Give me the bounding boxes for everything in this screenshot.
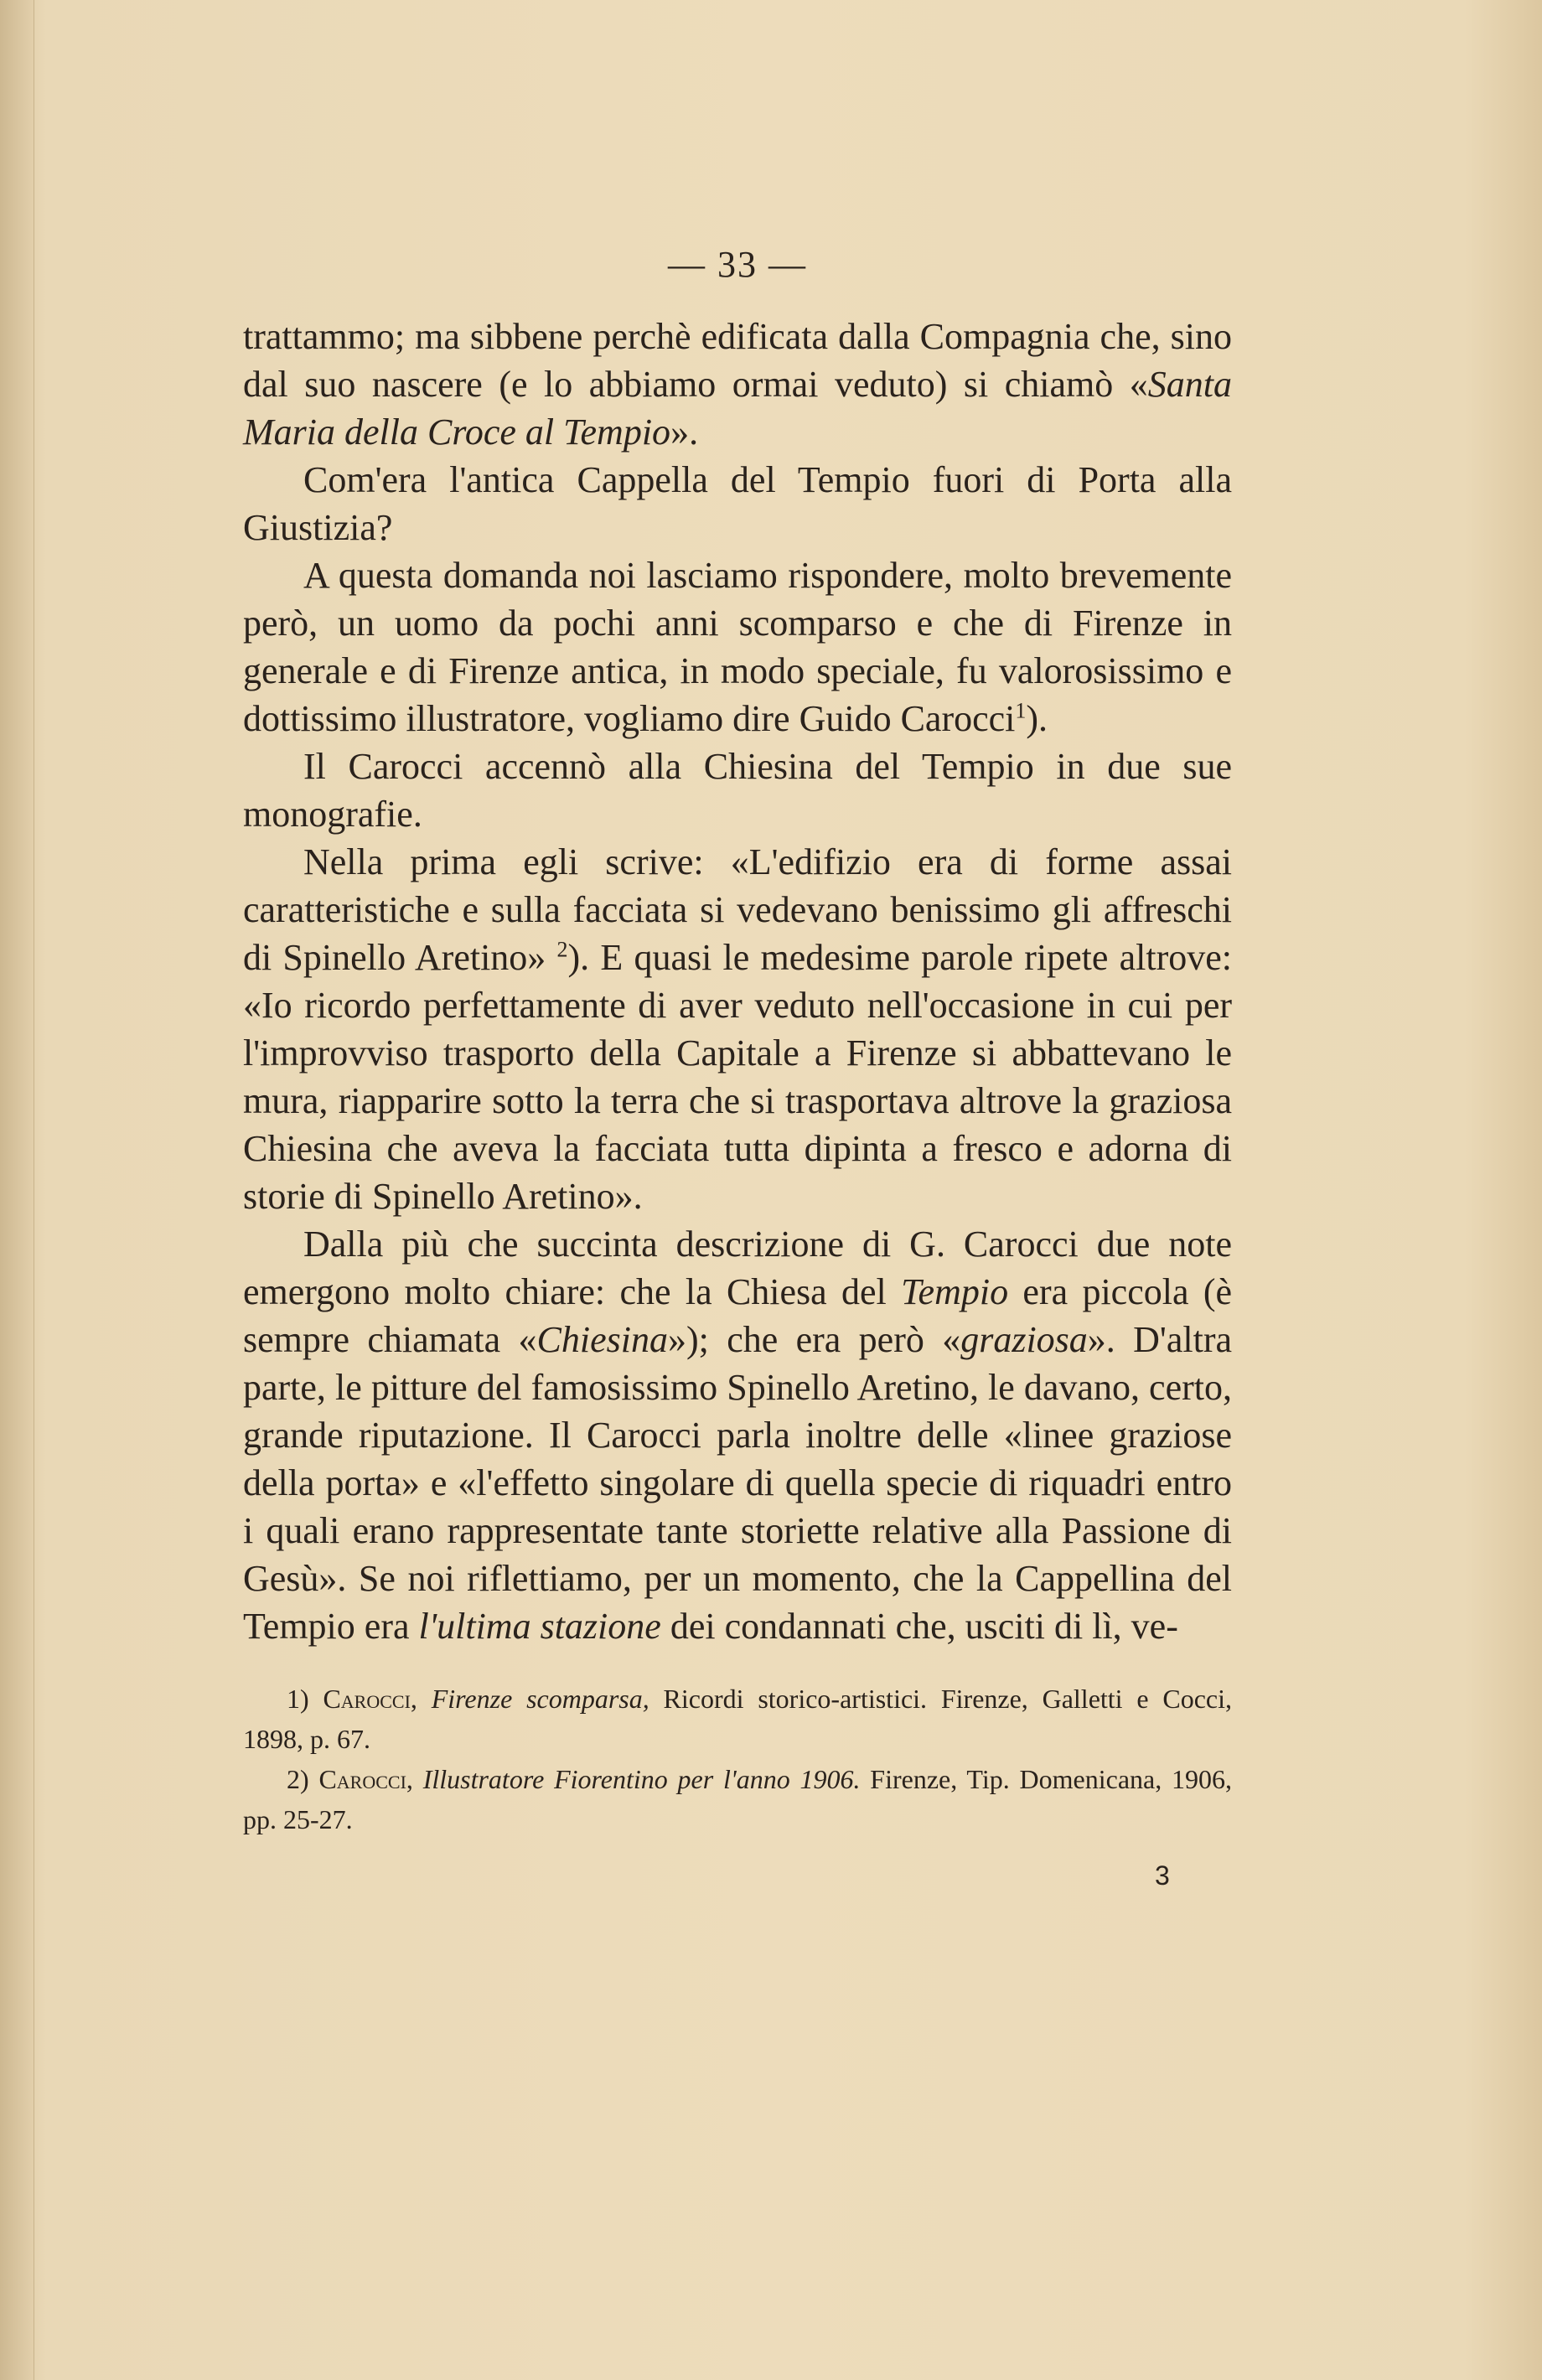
text-run: »); che era però « [668, 1319, 961, 1360]
paragraph-5 [243, 838, 1232, 1220]
footnote-1-rest: Ricordi storico-artistici. Firenze, Galletti e Cocci, 1898, p. 67. [243, 1684, 1232, 1754]
italic-run: Chiesina [536, 1319, 668, 1360]
footnote-2-rest: Firenze, Tip. Domenicana, 1906, pp. 25-27. [243, 1764, 1232, 1834]
text-run: trattammo; ma sibbene perchè edificata dalla Compagnia che, sino dal suo nascere (e lo abbiamo ormai veduto) si chiamò « [243, 316, 1232, 405]
paragraph-5-tail: ). E quasi le medesime parole ripete altrove: «Io ricordo perfettamente di aver veduto nell'occasione in cui per l'improvviso trasporto della Capitale a Firenze si abbattevano le mura, riapparire sotto la terra che si trasportava altrove la graziosa Chiesina che aveva la facciata tutta dipinta a fresco e adorna di storie di Spinello Aretino». [243, 937, 1232, 1217]
footnote-1-title: Firenze scomparsa, [431, 1684, 649, 1714]
text-run: ». [670, 411, 699, 453]
text-run: ». D'altra parte, le pitture del famosissimo Spinello Aretino, le davano, certo, grande riputazione. Il Carocci parla inoltre delle «linee graziose della porta» e «l'effetto singolare di quella specie di riquadri entro i quali erano rappresentate tante storiette relative alla Passione di Gesù». Se noi riflettiamo, per un momento, che la Cappellina del Tempio era [243, 1319, 1233, 1647]
footnotes [243, 1679, 1232, 1839]
footnote-ref-2: 2 [556, 937, 568, 962]
footnote-ref-1: 1 [1015, 698, 1027, 723]
signature-mark: 3 [1155, 1860, 1170, 1891]
footnote-2-author: Carocci, [318, 1764, 413, 1794]
footnote-2-mark: 2) [287, 1764, 309, 1794]
footnote-1-author: Carocci, [323, 1684, 417, 1714]
text-run: era piccola (è sempre chiamata « [243, 1271, 1233, 1360]
page-number: — 33 — [668, 244, 807, 285]
paragraph-2: Com'era l'antica Cappella del Tempio fuori di Porta alla Giustizia? [243, 459, 1232, 548]
footnote-2-title: Illustratore Fiorentino per l'anno 1906. [422, 1764, 861, 1794]
footnote-2 [243, 1759, 1232, 1839]
paragraph-3 [243, 551, 1232, 742]
italic-run: Tempio [901, 1271, 1009, 1312]
italic-run: Santa Maria della Croce al Tempio [243, 364, 1232, 453]
paragraph-3-text: A questa domanda noi lasciamo rispondere, molto brevemente però, un uomo da pochi anni scomparso e che di Firenze in generale e di Firenze antica, in modo speciale, fu valorosissimo e dottissimo illustratore, vogliamo dire Guido Carocci [243, 555, 1232, 739]
paragraph-6 [243, 1220, 1232, 1650]
paragraph-5-text: Nella prima egli scrive: «L'edifizio era di forme assai caratteristiche e sulla facciata si vedevano benissimo gli affreschi di Spinello Aretino» [243, 841, 1232, 978]
italic-run: graziosa [960, 1319, 1088, 1360]
italic-run: l'ultima stazione [418, 1606, 661, 1647]
text-block [243, 243, 1232, 1839]
paragraph-3-tail: ). [1026, 698, 1048, 739]
binding-edge [0, 0, 34, 2380]
paragraph-1 [243, 313, 1232, 456]
text-run: dei condannati che, usciti di lì, ve- [660, 1606, 1178, 1647]
footnote-1 [243, 1679, 1232, 1759]
text-run: Dalla più che succinta descrizione di G. Carocci due note emergono molto chiare: che la Chiesa del [243, 1224, 1232, 1312]
paragraph-4: Il Carocci accennò alla Chiesina del Tempio in due sue monografie. [243, 746, 1232, 835]
footnote-1-mark: 1) [287, 1684, 309, 1714]
